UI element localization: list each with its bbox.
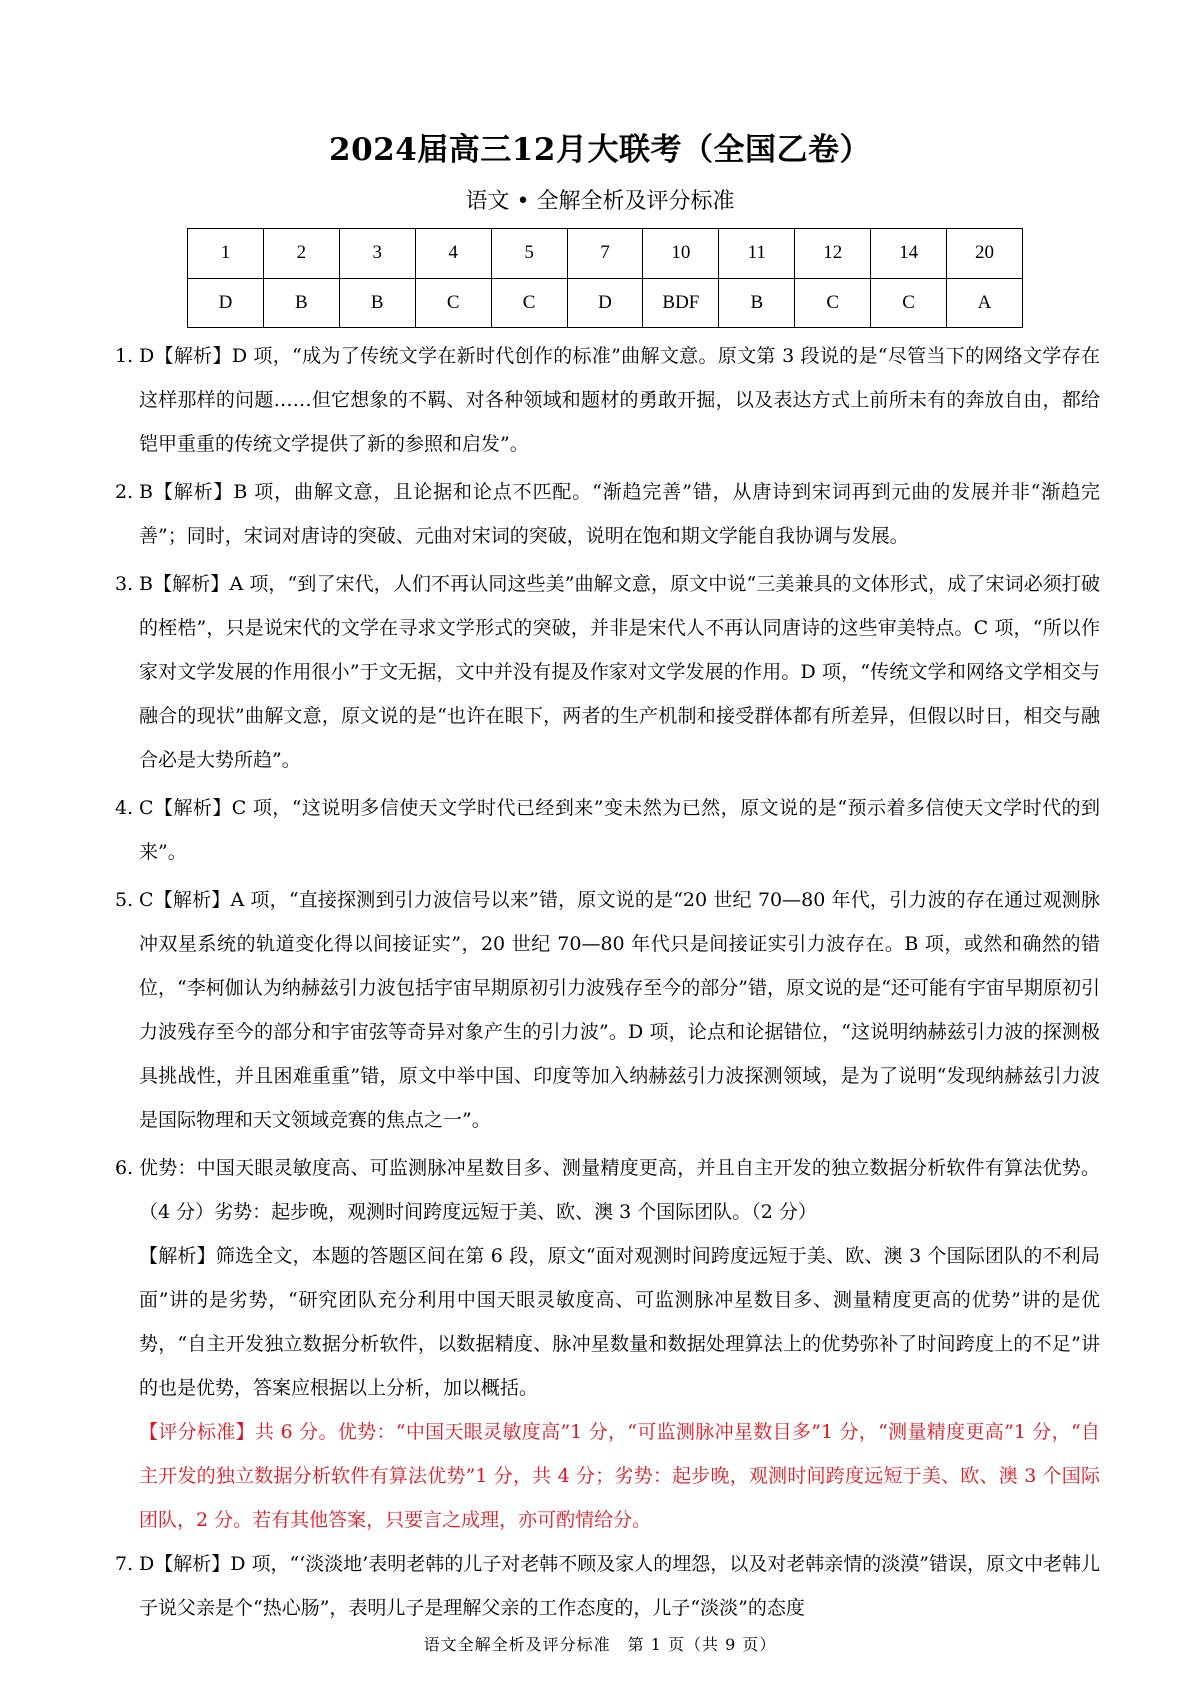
question-number: 3. xyxy=(115,573,134,595)
question-explanation: B【解析】A 项，“到了宋代，人们不再认同这些美”曲解文意，原文中说“三美兼具的文体形式，成了宋词必须打破的桎梏”，只是说宋代的文学在寻求文学形式的突破，并非是宋代人不再认同唐诗的这些审美特点。C 项，“所以作家对文学发展的作用很小”于文无据，文中并没有提及作家对文学发展的作用。D 项，“传统文学和网络文学相交与融合的现状”曲解文意，原文说的是“也许在眼下，两者的生产机制和接受群体都有所差异，但假以时日，相交与融合必是大势所趋”。 xyxy=(139,573,1100,771)
question-number-cell: 12 xyxy=(795,229,871,279)
answer-cell: D xyxy=(567,278,643,328)
page-subtitle: 语文 • 全解全析及评分标准 xyxy=(465,189,735,214)
answer-table-number-row xyxy=(188,229,1023,279)
question-number-cell: 5 xyxy=(491,229,567,279)
question-answer: 优势：中国天眼灵敏度高、可监测脉冲星数目多、测量精度更高，并且自主开发的独立数据分析软件有算法优势。（4 分）劣势：起步晚，观测时间跨度远短于美、欧、澳 3 个国际团队。（2 分） xyxy=(139,1157,1100,1223)
question-item xyxy=(115,334,1100,466)
question-number: 1. xyxy=(115,345,134,367)
answer-explanations xyxy=(115,334,1100,1630)
question-item xyxy=(115,470,1100,558)
question-number-cell: 1 xyxy=(188,229,264,279)
question-item xyxy=(115,1542,1100,1630)
question-6-scoring-standard: 【评分标准】共 6 分。优势：“中国天眼灵敏度高”1 分，“可监测脉冲星数目多”1 分，“测量精度更高”1 分，“自主开发的独立数据分析软件有算法优势”1 分，共 4 分；劣势：起步晚，观测时间跨度远短于美、欧、澳 3 个国际团队，2 分。若有其他答案，只要言之成理，亦可酌情给分。 xyxy=(139,1421,1100,1531)
question-item xyxy=(115,878,1100,1142)
answer-cell: C xyxy=(795,278,871,328)
question-number-cell: 4 xyxy=(415,229,491,279)
question-number-cell: 7 xyxy=(567,229,643,279)
question-number-cell: 2 xyxy=(263,229,339,279)
question-number: 6. xyxy=(115,1157,134,1179)
question-number: 5. xyxy=(115,889,134,911)
answer-cell: B xyxy=(719,278,795,328)
question-number: 7. xyxy=(115,1553,134,1575)
answer-table-answer-row xyxy=(188,278,1023,328)
answer-cell: D xyxy=(188,278,264,328)
page-footer: 语文全解全析及评分标准 第 1 页（共 9 页） xyxy=(423,1635,777,1654)
question-item xyxy=(115,1146,1100,1234)
question-item xyxy=(115,786,1100,874)
question-number-cell: 14 xyxy=(871,229,947,279)
question-number-cell: 10 xyxy=(643,229,719,279)
question-number-cell: 3 xyxy=(339,229,415,279)
answer-cell: A xyxy=(947,278,1023,328)
question-number: 4. xyxy=(115,797,134,819)
answer-cell: B xyxy=(339,278,415,328)
answer-cell: C xyxy=(415,278,491,328)
page-title: 2024届高三12月大联考（全国乙卷） xyxy=(329,132,871,168)
question-number: 2. xyxy=(115,481,134,503)
question-number-cell: 11 xyxy=(719,229,795,279)
question-6-analysis: 【解析】筛选全文，本题的答题区间在第 6 段，原文“面对观测时间跨度远短于美、欧、澳 3 个国际团队的不利局面”讲的是劣势，“研究团队充分利用中国天眼灵敏度高、可监测脉冲星数目多、测量精度更高的优势”讲的是优势，“自主开发独立数据分析软件，以数据精度、脉冲星数量和数据处理算法上的优势弥补了时间跨度上的不足”讲的也是优势，答案应根据以上分析，加以概括。 xyxy=(139,1245,1100,1399)
question-explanation: D【解析】D 项，“成为了传统文学在新时代创作的标准”曲解文意。原文第 3 段说的是“尽管当下的网络文学存在这样那样的问题……但它想象的不羁、对各种领域和题材的勇敢开掘，以及表达方式上前所未有的奔放自由，都给铠甲重重的传统文学提供了新的参照和启发”。 xyxy=(139,345,1100,455)
question-explanation: C【解析】A 项，“直接探测到引力波信号以来”错，原文说的是“20 世纪 70—80 年代，引力波的存在通过观测脉冲双星系统的轨道变化得以间接证实”，20 世纪 70—80 年代只是间接证实引力波存在。B 项，或然和确然的错位，“李柯伽认为纳赫兹引力波包括宇宙早期原初引力波残存至今的部分”错，原文说的是“还可能有宇宙早期原初引力波残存至今的部分和宇宙弦等奇异对象产生的引力波”。D 项，论点和论据错位，“这说明纳赫兹引力波的探测极具挑战性，并且困难重重”错，原文中举中国、印度等加入纳赫兹引力波探测领域，是为了说明“发现纳赫兹引力波是国际物理和天文领域竞赛的焦点之一”。 xyxy=(139,889,1100,1131)
question-explanation: C【解析】C 项，“这说明多信使天文学时代已经到来”变未然为已然，原文说的是“预示着多信使天文学时代的到来”。 xyxy=(139,797,1100,863)
answer-cell: C xyxy=(871,278,947,328)
question-item xyxy=(115,562,1100,782)
question-number-cell: 20 xyxy=(947,229,1023,279)
answer-table xyxy=(187,228,1023,328)
answer-cell: BDF xyxy=(643,278,719,328)
question-explanation: B【解析】B 项，曲解文意，且论据和论点不匹配。“渐趋完善”错，从唐诗到宋词再到元曲的发展并非“渐趋完善”；同时，宋词对唐诗的突破、元曲对宋词的突破，说明在饱和期文学能自我协调与发展。 xyxy=(139,481,1100,547)
answer-cell: B xyxy=(263,278,339,328)
answer-cell: C xyxy=(491,278,567,328)
question-explanation: D【解析】D 项，“‘淡淡地’表明老韩的儿子对老韩不顾及家人的埋怨，以及对老韩亲情的淡漠”错误，原文中老韩儿子说父亲是个“热心肠”，表明儿子是理解父亲的工作态度的，儿子“淡淡”的态度 xyxy=(139,1553,1101,1619)
